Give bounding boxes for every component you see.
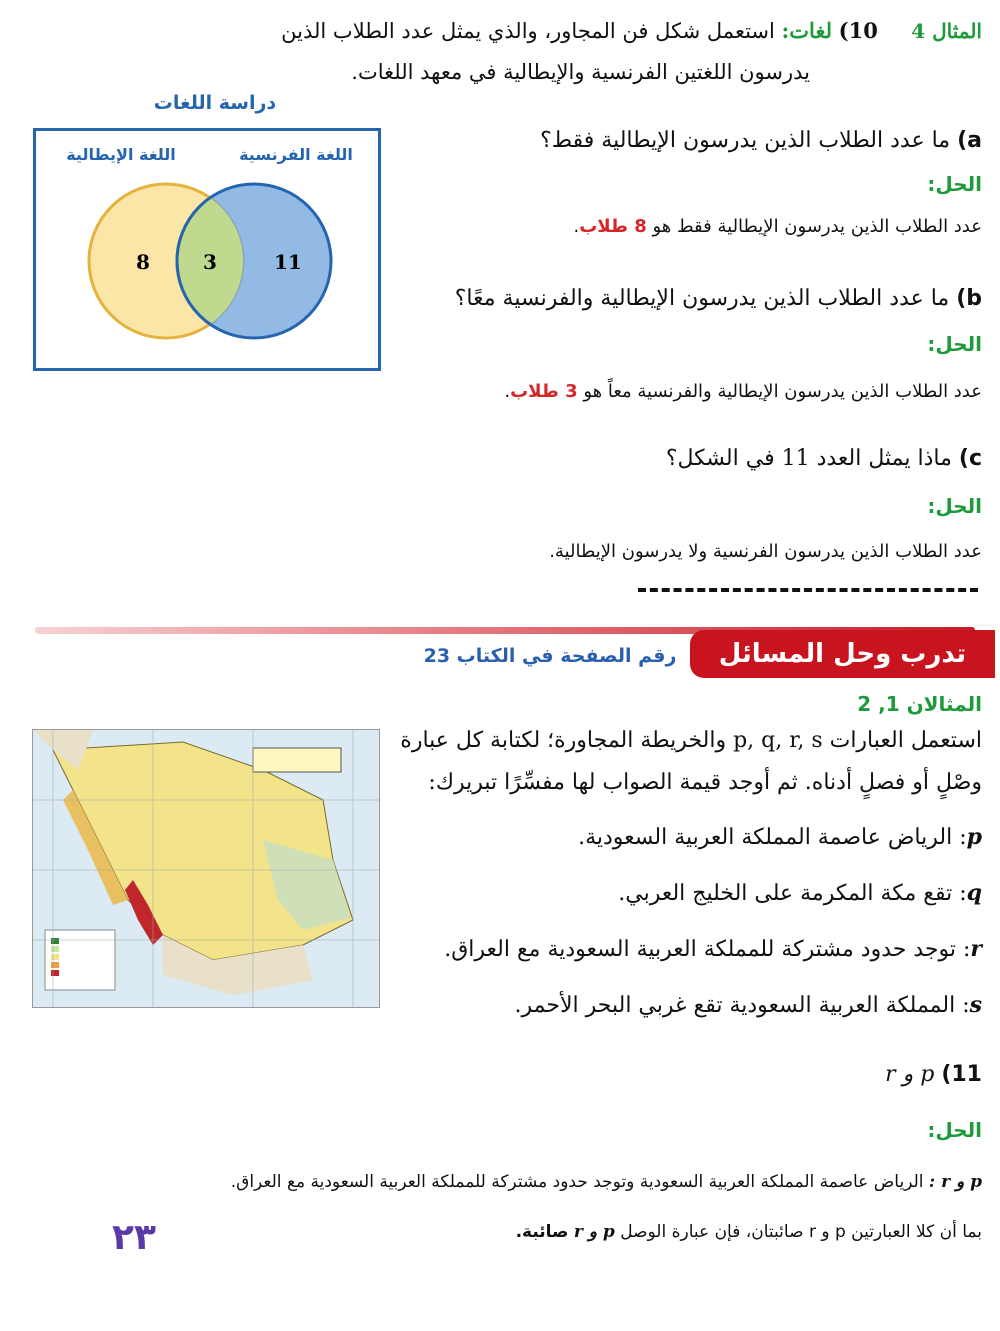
statement-p-var: p: [966, 824, 982, 850]
statement-s-text: المملكة العربية السعودية تقع غربي البحر الأحمر.: [514, 993, 956, 1018]
exercise-number: 10): [838, 18, 878, 43]
book-page-ref: رقم الصفحة في الكتاب 23: [423, 645, 677, 667]
example-header: [162, 18, 982, 50]
question-a: [422, 128, 982, 153]
statement-s-var: s: [969, 992, 982, 1018]
question-a-text: ما عدد الطلاب الذين يدرسون الإيطالية فقط؟: [540, 128, 951, 153]
question-c-text: ماذا يمثل العدد 11 في الشكل؟: [665, 446, 952, 471]
intro-line-1: استعمل العبارات p, q, r, s والخريطة المجاورة؛ لكتابة كل عبارة: [400, 728, 982, 753]
solution-11-line1-text: الرياض عاصمة المملكة العربية السعودية وتوجد حدود مشتركة للمملكة العربية السعودية مع العراق.: [230, 1172, 924, 1192]
exercise-11-expr: p و r: [885, 1062, 935, 1087]
example-label: المثال 4: [911, 19, 982, 43]
answer-a-end: .: [573, 216, 580, 237]
statement-r-text: توجد حدود مشتركة للمملكة العربية السعودية مع العراق.: [444, 937, 956, 962]
answer-a: [422, 216, 982, 237]
italian-label: اللغة الإيطالية: [66, 145, 176, 164]
answer-a-value: 8 طلاب: [579, 216, 647, 237]
french-only-count: 11: [274, 250, 302, 274]
answer-a-text: عدد الطلاب الذين يدرسون الإيطالية فقط هو: [652, 216, 982, 237]
question-b-letter: b): [956, 286, 982, 311]
page-number: ٢٣: [112, 1217, 156, 1258]
statement-r-var: r: [970, 936, 982, 962]
statement-q-var: q: [966, 880, 982, 906]
dashed-separator: [638, 588, 978, 612]
examples2-label: المثالان 1, 2: [857, 692, 982, 716]
question-c: [422, 446, 982, 471]
statement-q-text: تقع مكة المكرمة على الخليج العربي.: [618, 881, 953, 906]
example-text-1: استعمل شكل فن المجاور، والذي يمثل عدد الطلاب الذين: [281, 19, 775, 43]
solution-11-line2-end: صائبة.: [515, 1222, 569, 1242]
solution-11-line2-text: بما أن كلا العبارتين p و r صائبتان، فإن عبارة الوصل: [620, 1222, 982, 1242]
exercise-11: [885, 1062, 982, 1087]
solution-a-label: الحل:: [927, 172, 982, 196]
statement-q: q: تقع مكة المكرمة على الخليج العربي.: [618, 880, 982, 906]
statement-s: s: المملكة العربية السعودية تقع غربي البحر الأحمر.: [514, 992, 982, 1018]
italian-only-count: 8: [136, 250, 150, 274]
venn-title: دراسة اللغات: [153, 92, 277, 114]
solution-11-line2-expr: p و r: [573, 1222, 615, 1242]
statement-p: p: الرياض عاصمة المملكة العربية السعودية.: [578, 824, 982, 850]
solution-b-label: الحل:: [927, 332, 982, 356]
solution-c-label: الحل:: [927, 494, 982, 518]
statement-r: r: توجد حدود مشتركة للمملكة العربية السعودية مع العراق.: [444, 936, 982, 962]
venn-svg: [36, 131, 378, 368]
question-b: [422, 286, 982, 311]
solution-11-line2: [362, 1222, 982, 1242]
question-c-letter: c): [958, 446, 982, 471]
answer-b-value: 3 طلاب: [510, 381, 578, 402]
french-label: اللغة الفرنسية: [239, 145, 353, 164]
answer-b-text: عدد الطلاب الذين يدرسون الإيطالية والفرنسية معاً هو: [583, 381, 982, 402]
answer-b-end: .: [504, 381, 511, 402]
saudi-map-image: [32, 729, 380, 1008]
statement-p-text: الرياض عاصمة المملكة العربية السعودية.: [578, 825, 953, 850]
intro-line-2: وصْلٍ أو فصلٍ أدناه. ثم أوجد قيمة الصواب لها مفسِّرًا تبريرك:: [428, 770, 982, 795]
both-count: 3: [203, 250, 217, 274]
venn-diagram: [33, 128, 381, 371]
solution-11-line1: [12, 1172, 982, 1192]
topic-label: لغات:: [781, 18, 832, 43]
solution-11-line1-expr: p و r :: [928, 1172, 982, 1192]
example-text-2: يدرسون اللغتين الفرنسية والإيطالية في معهد اللغات.: [351, 60, 810, 84]
solution-11-label: الحل:: [927, 1118, 982, 1142]
answer-c-text: عدد الطلاب الذين يدرسون الفرنسية ولا يدرسون الإيطالية.: [549, 541, 982, 562]
question-b-text: ما عدد الطلاب الذين يدرسون الإيطالية والفرنسية معًا؟: [454, 286, 950, 311]
answer-b: [422, 381, 982, 402]
question-a-letter: a): [957, 128, 982, 153]
banner-title: تدرب وحل المسائل: [718, 639, 967, 669]
answer-c: [422, 541, 982, 562]
exercise-11-number: 11): [941, 1062, 982, 1087]
map-svg: [33, 730, 379, 1007]
